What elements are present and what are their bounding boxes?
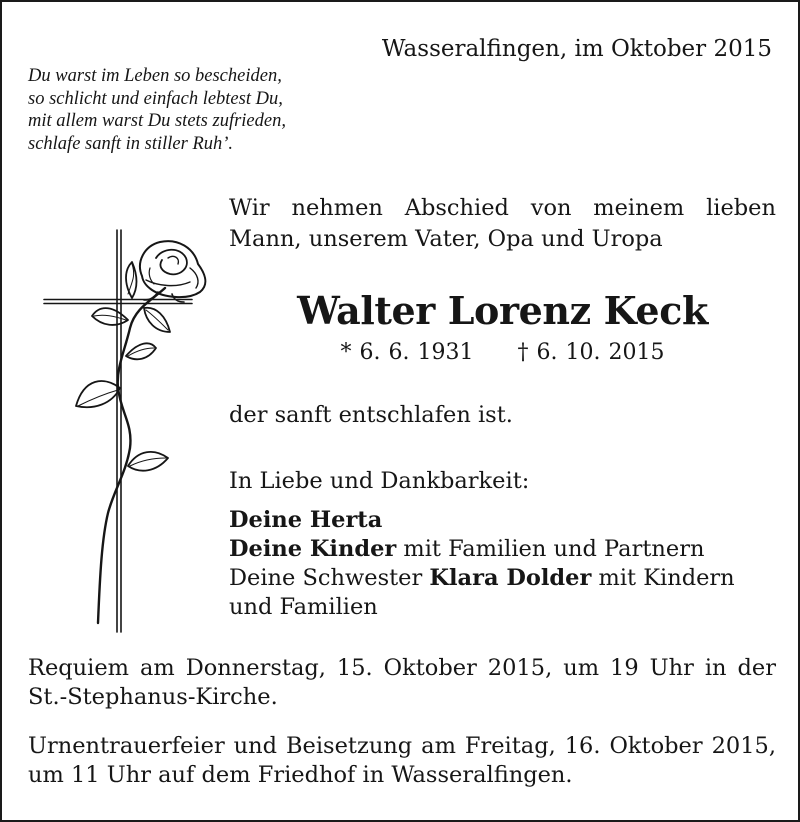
mourners-heading: In Liebe und Dankbarkeit: — [229, 468, 530, 494]
burial-line: um 11 Uhr auf dem Friedhof in Wasseralfingen. — [28, 762, 573, 788]
farewell-intro — [229, 193, 776, 255]
birth-date: 6. 6. 1931 — [359, 340, 474, 365]
birth-star-icon: * — [340, 340, 352, 365]
requiem-info — [28, 654, 776, 712]
mourner-sister-line-2: und Familien — [229, 594, 378, 620]
poem-line: mit allem warst Du stets zufrieden, — [28, 111, 286, 131]
mourner-children-suffix: mit Familien und Partnern — [396, 536, 705, 562]
poem-line: schlafe sanft in stiller Ruh’. — [28, 133, 234, 154]
cross-with-rose-icon — [40, 228, 220, 634]
intro-line: Wir nehmen Abschied von meinem lieben — [229, 195, 776, 221]
life-dates — [229, 338, 776, 368]
requiem-line: St.-Stephanus-Kirche. — [28, 684, 278, 710]
mourner-sister-name: Klara Dolder — [429, 565, 592, 591]
place-and-date: Wasseralfingen, im Oktober 2015 — [381, 36, 772, 62]
mourner-wife: Deine Herta — [229, 507, 383, 533]
death-dagger-icon: † — [517, 340, 529, 365]
memorial-poem — [28, 65, 286, 155]
passed-away-text: der sanft entschlafen ist. — [229, 402, 513, 428]
mourner-children-line — [229, 535, 735, 564]
death-date: 6. 10. 2015 — [536, 340, 665, 365]
requiem-line: Requiem am Donnerstag, 15. Oktober 2015, um 19 Uhr in der — [28, 655, 776, 681]
intro-line: Mann, unserem Vater, Opa und Uropa — [229, 226, 663, 252]
mourner-sister-prefix: Deine Schwester — [229, 565, 430, 591]
mourner-sister-suffix: mit Kindern — [591, 565, 735, 591]
mourner-sister-line — [229, 564, 735, 593]
deceased-name: Walter Lorenz Keck — [297, 288, 708, 333]
poem-line: so schlicht und einfach lebtest Du, — [28, 88, 283, 109]
mourners-list — [229, 467, 735, 622]
mourner-children: Deine Kinder — [229, 536, 397, 562]
burial-info — [28, 732, 776, 790]
burial-line: Urnentrauerfeier und Beisetzung am Freitag, 16. Oktober 2015, — [28, 733, 776, 759]
poem-line: Du warst im Leben so bescheiden, — [28, 66, 282, 86]
